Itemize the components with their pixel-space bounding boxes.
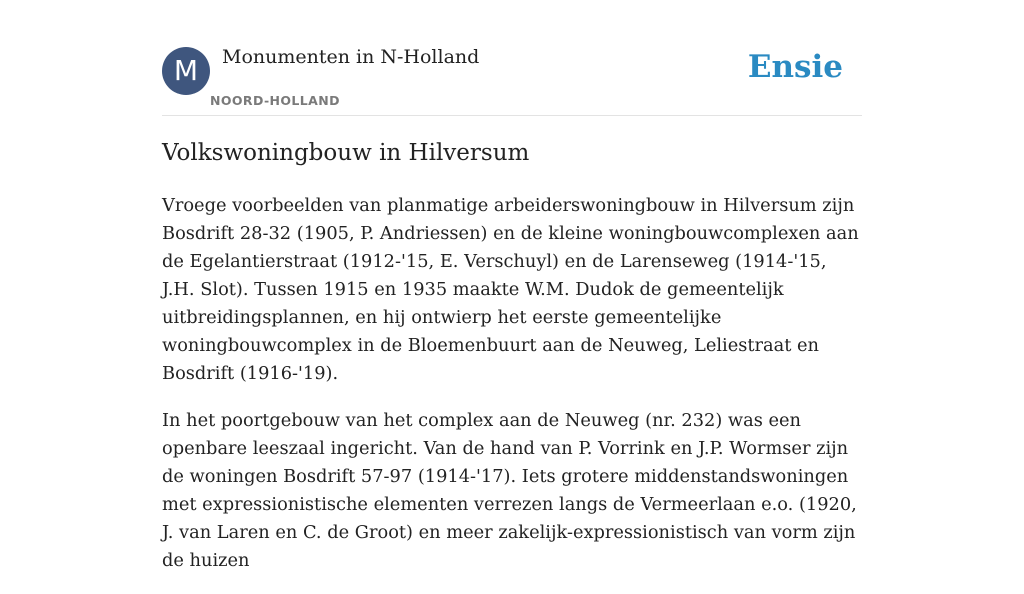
article-body [162,192,862,594]
ensie-logo[interactable]: Ensie [747,49,843,85]
paragraph: Vroege voorbeelden van planmatige arbeiderswoningbouw in Hilversum zijn Bosdrift 28-32 (1905, P. Andriessen) en de kleine woningbouwcomplexen aan de Egelantierstraat (1912-'15, E. Verschuyl) en de Larenseweg (1914-'15, J.H. Slot). Tussen 1915 en 1935 maakte W.M. Dudok de gemeentelijk uitbreidingsplannen, en hij ontwierp het eerste gemeentelijke woningbouwcomplex in de Bloemenbuurt aan de Neuweg, Leliestraat en Bosdrift (1916-'19). [162,195,859,384]
paragraph: In het poortgebouw van het complex aan de Neuweg (nr. 232) was een openbare leeszaal ingericht. Van de hand van P. Vorrink en J.P. Wormser zijn de woningen Bosdrift 57-97 (1914-'17). Iets grotere middenstandswoningen met expressionistische elementen verrezen langs de Vermeerlaan e.o. (1920, J. van Laren en C. de Groot) en meer zakelijk-expressionistisch van vorm zijn de huizen [162,410,857,571]
header [162,46,862,116]
article-title: Volkswoningbouw in Hilversum [162,140,530,166]
category-label[interactable]: NOORD-HOLLAND [210,93,340,108]
avatar[interactable]: M [162,47,210,95]
source-title-link[interactable]: Monumenten in N-Holland [222,46,480,68]
